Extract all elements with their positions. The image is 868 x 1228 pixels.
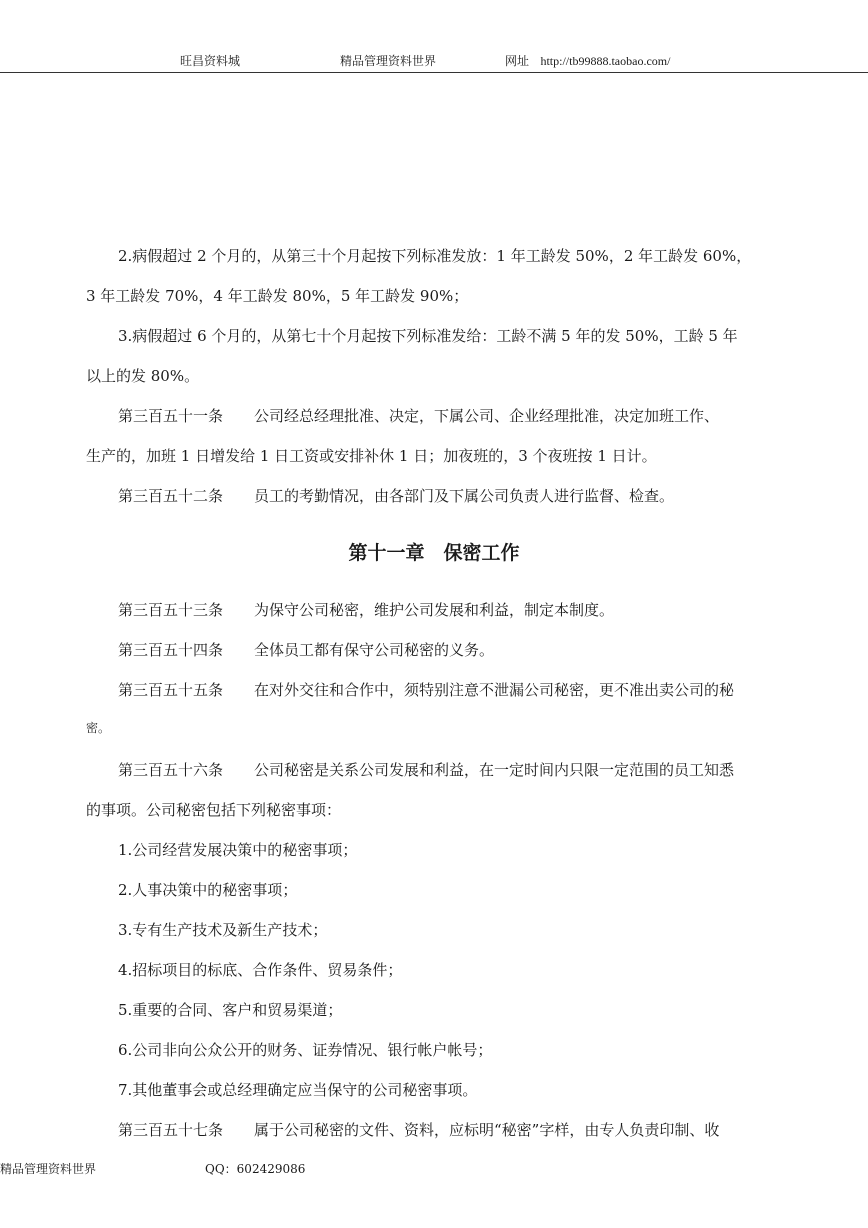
list-item: 5.重要的合同、客户和贸易渠道； xyxy=(118,1001,343,1019)
article-text: 公司秘密是关系公司发展和利益，在一定时间内只限一定范围的员工知悉 xyxy=(254,761,735,779)
article-number: 第三百五十一条 xyxy=(118,407,224,425)
list-item: 2.人事决策中的秘密事项； xyxy=(118,881,298,899)
paragraph-line: 的事项。公司秘密包括下列秘密事项： xyxy=(86,801,342,819)
paragraph-line: 生产的，加班 1 日增发给 1 日工资或安排补休 1 日；加夜班的，3 个夜班按 1 日计。 xyxy=(86,447,657,465)
paragraph-line: 密。 xyxy=(86,721,111,735)
header-center-text: 精品管理资料世界 xyxy=(340,54,437,68)
paragraph-line: 3 年工龄发 70%，4 年工龄发 80%，5 年工龄发 90%； xyxy=(86,287,469,305)
article-number: 第三百五十三条 xyxy=(118,601,224,619)
paragraph-line: 2.病假超过 2 个月的，从第三十个月起按下列标准发放：1 年工龄发 50%，2 年工龄发 60%， xyxy=(118,247,752,265)
article-number: 第三百五十六条 xyxy=(118,761,224,779)
article-number: 第三百五十五条 xyxy=(118,681,224,699)
article-paragraph xyxy=(118,680,734,700)
article-text: 在对外交往和合作中，须特别注意不泄漏公司秘密，更不准出卖公司的秘 xyxy=(254,681,735,699)
article-paragraph xyxy=(118,406,719,426)
article-text: 属于公司秘密的文件、资料，应标明“秘密”字样，由专人负责印制、收 xyxy=(254,1121,720,1139)
footer-left-text: 精品管理资料世界 xyxy=(0,1162,97,1176)
article-paragraph xyxy=(118,600,614,620)
article-number: 第三百五十四条 xyxy=(118,641,224,659)
article-paragraph xyxy=(118,1120,719,1140)
list-item: 6.公司非向公众公开的财务、证券情况、银行帐户帐号； xyxy=(118,1041,493,1059)
article-text: 公司经总经理批准、决定，下属公司、企业经理批准，决定加班工作、 xyxy=(254,407,720,425)
list-item: 4.招标项目的标底、合作条件、贸易条件； xyxy=(118,961,403,979)
list-item: 7.其他董事会或总经理确定应当保守的公司秘密事项。 xyxy=(118,1081,478,1099)
article-text: 为保守公司秘密，维护公司发展和利益，制定本制度。 xyxy=(254,601,615,619)
article-paragraph xyxy=(118,760,734,780)
footer-qq-text: QQ：602429086 xyxy=(205,1162,306,1176)
article-paragraph xyxy=(118,640,494,660)
page-header xyxy=(0,0,868,73)
list-item: 3.专有生产技术及新生产技术； xyxy=(118,921,328,939)
article-number: 第三百五十二条 xyxy=(118,487,224,505)
paragraph-line: 3.病假超过 6 个月的，从第七十个月起按下列标准发给：工龄不满 5 年的发 50%，工龄 5 年 xyxy=(118,327,738,345)
article-paragraph xyxy=(118,486,674,506)
list-item: 1.公司经营发展决策中的秘密事项； xyxy=(118,841,358,859)
page-footer xyxy=(0,1160,868,1180)
header-left-text: 旺昌资料城 xyxy=(180,54,241,68)
header-url-link[interactable]: http://tb99888.taobao.com/ xyxy=(540,54,671,68)
header-url-group xyxy=(505,52,670,69)
paragraph-line: 以上的发 80%。 xyxy=(86,367,200,385)
header-url-label: 网址 xyxy=(505,54,530,68)
article-number: 第三百五十七条 xyxy=(118,1121,224,1139)
article-text: 员工的考勤情况，由各部门及下属公司负责人进行监督、检查。 xyxy=(254,487,675,505)
article-text: 全体员工都有保守公司秘密的义务。 xyxy=(254,641,495,659)
chapter-title: 第十一章 保密工作 xyxy=(348,542,520,564)
